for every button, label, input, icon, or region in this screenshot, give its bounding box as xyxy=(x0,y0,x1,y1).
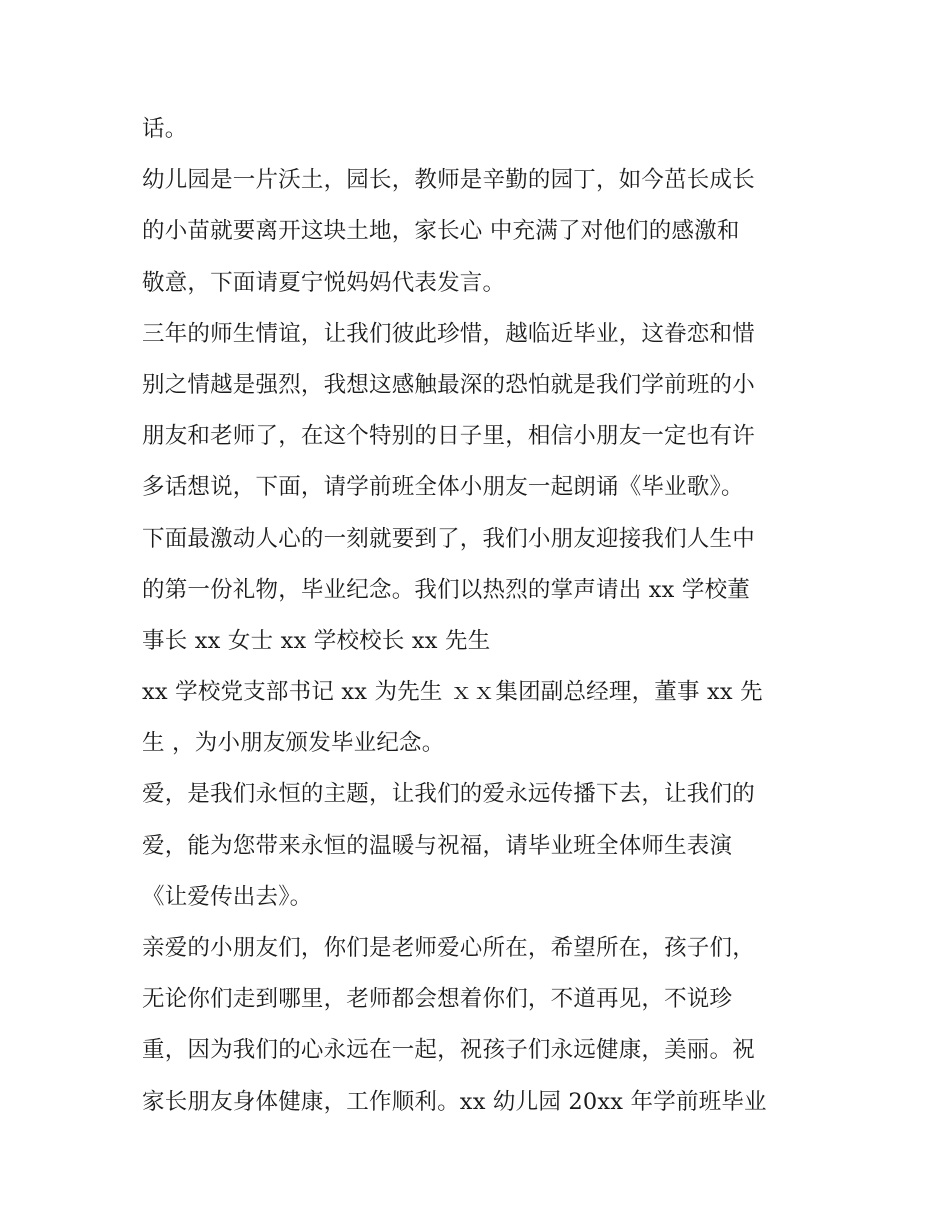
text-line: 爱，是我们永恒的主题，让我们的爱永远传播下去，让我们的 xyxy=(142,781,755,808)
text-line: 的小苗就要离开这块土地，家长心 中充满了对他们的感激和 xyxy=(142,218,740,245)
text-line: 朋友和老师了，在这个特别的日子里，相信小朋友一定也有许 xyxy=(142,423,755,450)
text-line: xx 学校党支部书记 xx 为先生 ｘｘ集团副总经理，董事 xx 先 xyxy=(142,679,763,706)
text-line: 多话想说，下面，请学前班全体小朋友一起朗诵《毕业歌》。 xyxy=(142,474,744,501)
text-line: 话。 xyxy=(142,116,188,142)
text-line: 下面最激动人心的一刻就要到了，我们小朋友迎接我们人生中 xyxy=(142,525,755,552)
text-line: 的第一份礼物，毕业纪念。我们以热烈的掌声请出 xx 学校董 xyxy=(142,576,750,603)
text-line: 重，因为我们的心永远在一起，祝孩子们永远健康，美丽。祝 xyxy=(142,1037,755,1064)
text-line: 敬意，下面请夏宁悦妈妈代表发言。 xyxy=(142,269,506,296)
text-line: 别之情越是强烈，我想这感触最深的恐怕就是我们学前班的小 xyxy=(142,371,755,398)
document-body xyxy=(142,104,822,1128)
text-line: 三年的师生情谊，让我们彼此珍惜，越临近毕业，这眷恋和惜 xyxy=(142,320,755,347)
text-line: 生 ，为小朋友颁发毕业纪念。 xyxy=(142,730,445,757)
text-line: 幼儿园是一片沃土，园长，教师是辛勤的园丁，如今茁长成长 xyxy=(142,167,755,194)
text-line: 无论你们走到哪里，老师都会想着你们，不道再见，不说珍 xyxy=(142,986,733,1013)
text-line: 事长 xx 女士 xx 学校校长 xx 先生 xyxy=(142,627,491,654)
text-line: 《让爱传出去》。 xyxy=(142,883,313,910)
text-line: 家长朋友身体健康，工作顺利。xx 幼儿园 20xx 年学前班毕业 xyxy=(142,1088,767,1115)
text-line: 亲爱的小朋友们，你们是老师爱心所在，希望所在，孩子们， xyxy=(142,935,755,961)
text-line: 爱，能为您带来永恒的温暖与祝福，请毕业班全体师生表演 xyxy=(142,832,733,859)
